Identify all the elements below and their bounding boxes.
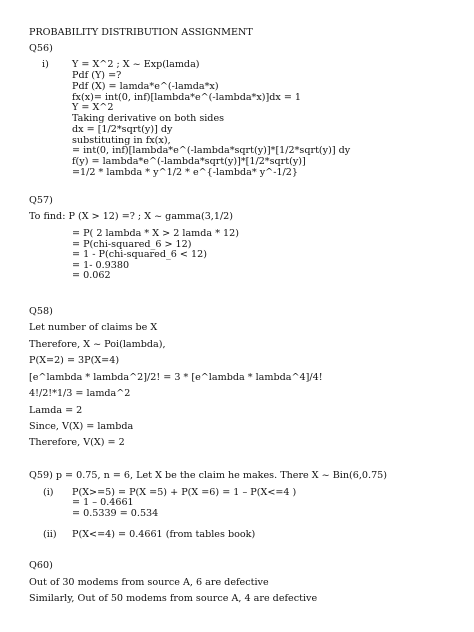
q59-line: P(X<=4) = 0.4661 (from tables book) [72, 529, 256, 540]
q57-line: = 1 - P(chi-squared_6 < 12) [72, 249, 207, 260]
q56-part-i: i) [42, 59, 49, 70]
q58-label: Q58) [29, 306, 53, 317]
q56-line: Y = X^2 [72, 102, 114, 113]
q57-line: = 0.062 [72, 270, 111, 281]
q57-label: Q57) [29, 195, 53, 206]
q57-find: To find: P (X > 12) =? ; X ~ gamma(3,1/2) [29, 211, 234, 222]
q60-line: Out of 30 modems from source A, 6 are defective [29, 577, 269, 588]
q58-line: Let number of claims be X [29, 322, 158, 333]
q59-part-ii: (ii) [43, 529, 57, 540]
q60-line: Similarly, Out of 50 modems from source A, 4 are defective [29, 593, 318, 604]
doc-title: PROBABILITY DISTRIBUTION ASSIGNMENT [29, 27, 253, 38]
q58-line: P(X=2) = 3P(X=4) [29, 355, 120, 366]
q58-line: Since, V(X) = lambda [29, 421, 134, 432]
q56-line: Pdf (Y) =? [72, 70, 122, 81]
q57-line: = 1- 0.9380 [72, 260, 130, 271]
q58-line: Therefore, X ~ Poi(lambda), [29, 339, 166, 350]
q56-line: Taking derivative on both sides [72, 113, 225, 124]
q56-line: Y = X^2 ; X ~ Exp(lamda) [72, 59, 200, 70]
q56-label: Q56) [29, 43, 53, 54]
q56-line: fx(x)= int(0, inf)[lambda*e^(-lambda*x)]dx = 1 [72, 92, 302, 103]
q58-line: Therefore, V(X) = 2 [29, 437, 125, 448]
q59-line: = 0.5339 = 0.534 [72, 508, 159, 519]
q57-line: = P( 2 lambda * X > 2 lamda * 12) [72, 228, 239, 239]
q56-line: dx = [1/2*sqrt(y)] dy [72, 124, 173, 135]
q58-line: Lamda = 2 [29, 405, 83, 416]
q59-part-i: (i) [43, 487, 54, 498]
q59-line: P(X>=5) = P(X =5) + P(X =6) = 1 – P(X<=4 ) [72, 487, 297, 498]
q60-label: Q60) [29, 560, 53, 571]
q56-line: =1/2 * lambda * y^1/2 * e^{-lambda* y^-1/2} [72, 167, 298, 178]
q56-line: = int(0, inf)[lambda*e^(-lambda*sqrt(y)]*[1/2*sqrt(y)] dy [72, 145, 351, 156]
q59-header: Q59) p = 0.75, n = 6, Let X be the claim he makes. There X ~ Bin(6,0.75) [29, 470, 388, 481]
q56-line: substituting in fx(x), [72, 135, 171, 146]
q56-line: Pdf (X) = lamda*e^(-lamda*x) [72, 81, 219, 92]
q58-line: 4!/2!*1/3 = lamda^2 [29, 388, 131, 399]
q59-line: = 1 – 0.4661 [72, 497, 134, 508]
q58-line: [e^lambda * lambda^2]/2! = 3 * [e^lambda * lambda^4]/4! [29, 372, 323, 383]
q57-line: = P(chi-squared_6 > 12) [72, 239, 192, 250]
q56-line: f(y) = lambda*e^(-lambda*sqrt(y)]*[1/2*sqrt(y)] [72, 156, 306, 167]
